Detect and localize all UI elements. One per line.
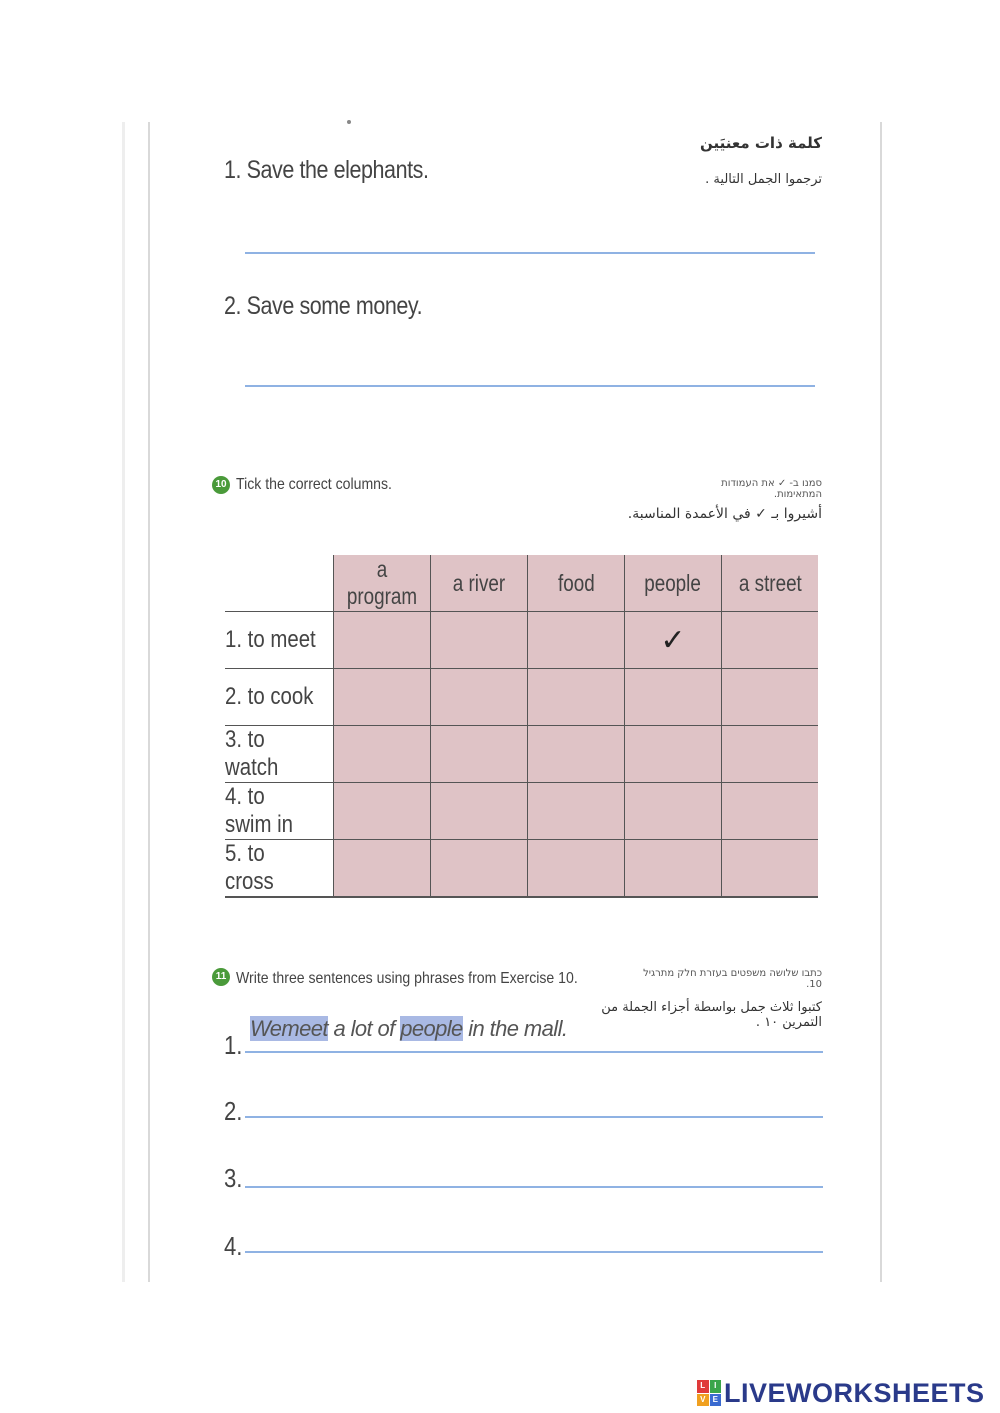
row-label: 1. to meet	[225, 612, 334, 669]
answer-line-2[interactable]	[245, 1116, 823, 1118]
liveworksheets-logo[interactable]	[697, 1378, 985, 1408]
tick-cell[interactable]	[334, 783, 431, 840]
tick-cell[interactable]	[334, 726, 431, 783]
exercise-10-title: Tick the correct columns.	[236, 476, 392, 493]
arabic-instruction: ترجموا الجمل التالية .	[705, 172, 822, 187]
highlighted-word: people	[400, 1016, 463, 1041]
tick-cell[interactable]	[625, 840, 722, 898]
column-header: a river	[431, 555, 528, 612]
tick-cell[interactable]	[722, 840, 819, 898]
example-answer	[250, 1016, 567, 1042]
exercise-10-arabic: أشيروا بـ ✓ في الأعمدة المناسبة.	[627, 506, 822, 522]
tick-cell[interactable]	[334, 612, 431, 669]
sentence-1: 1. Save the elephants.	[224, 156, 429, 184]
tick-cell[interactable]	[528, 612, 625, 669]
sentence-2: 2. Save some money.	[224, 292, 423, 320]
tick-cell[interactable]	[528, 669, 625, 726]
brand-logo-icon: L I V E	[697, 1380, 721, 1406]
row-label: 3. to watch	[225, 726, 334, 783]
tick-cell[interactable]	[722, 612, 819, 669]
column-header: a program	[334, 555, 431, 612]
tick-cell[interactable]	[431, 612, 528, 669]
decorative-dot	[347, 120, 351, 124]
row-label: 5. to cross	[225, 840, 334, 898]
column-header: food	[528, 555, 625, 612]
tick-cell[interactable]	[528, 726, 625, 783]
tick-cell[interactable]	[431, 783, 528, 840]
row-label: 4. to swim in	[225, 783, 334, 840]
highlighted-word: meet	[281, 1016, 328, 1041]
arabic-heading: كلمة ذات معنيَين	[700, 134, 822, 152]
answer-text: a lot of	[333, 1016, 395, 1041]
tick-cell[interactable]	[625, 783, 722, 840]
tick-cell[interactable]	[625, 669, 722, 726]
tick-cell-checked[interactable]	[625, 612, 722, 669]
exercise-11-number-icon: 11	[212, 968, 230, 986]
highlighted-word: We	[250, 1016, 282, 1041]
answer-line-sentence-2[interactable]	[245, 385, 815, 387]
row-label: 2. to cook	[225, 669, 334, 726]
exercise-11-arabic: كتبوا ثلاث جمل بواسطة أجزاء الجملة من التمرين ١٠ .	[601, 1000, 822, 1030]
answer-line-sentence-1[interactable]	[245, 252, 815, 254]
tick-cell[interactable]	[431, 726, 528, 783]
table-corner	[225, 555, 334, 612]
exercise-10-hebrew: סמנו ב- ✓ את העמודות המתאימות.	[721, 478, 822, 500]
answer-line-3[interactable]	[245, 1186, 823, 1188]
tick-cell[interactable]	[431, 840, 528, 898]
column-header: a street	[722, 555, 819, 612]
line-number-4: 4.	[224, 1231, 243, 1261]
tick-cell[interactable]	[625, 726, 722, 783]
page-border-left	[148, 122, 150, 1282]
exercise-10-number-icon: 10	[212, 476, 230, 494]
answer-line-1[interactable]	[245, 1051, 823, 1053]
tick-cell[interactable]	[722, 726, 819, 783]
column-header: people	[625, 555, 722, 612]
tick-cell[interactable]	[334, 840, 431, 898]
line-number-3: 3.	[224, 1163, 243, 1193]
tick-cell[interactable]	[528, 783, 625, 840]
line-number-2: 2.	[224, 1096, 243, 1126]
tick-cell[interactable]	[722, 669, 819, 726]
answer-text: in the mall.	[468, 1016, 568, 1041]
exercise-11-title: Write three sentences using phrases from Exercise 10.	[236, 970, 578, 987]
line-number-1: 1.	[224, 1030, 243, 1060]
tick-cell[interactable]	[334, 669, 431, 726]
exercise-11-hebrew: כתבו שלושה משפטים בעזרת חלק מתרגיל 10.	[643, 968, 822, 990]
tick-cell[interactable]	[431, 669, 528, 726]
tick-table	[225, 555, 818, 898]
brand-name: LIVEWORKSHEETS	[724, 1377, 985, 1408]
page-shadow-left	[122, 122, 125, 1282]
tick-cell[interactable]	[528, 840, 625, 898]
checkmark-icon: ✓	[660, 623, 686, 657]
answer-line-4[interactable]	[245, 1251, 823, 1253]
tick-cell[interactable]	[722, 783, 819, 840]
page-border-right	[880, 122, 882, 1282]
